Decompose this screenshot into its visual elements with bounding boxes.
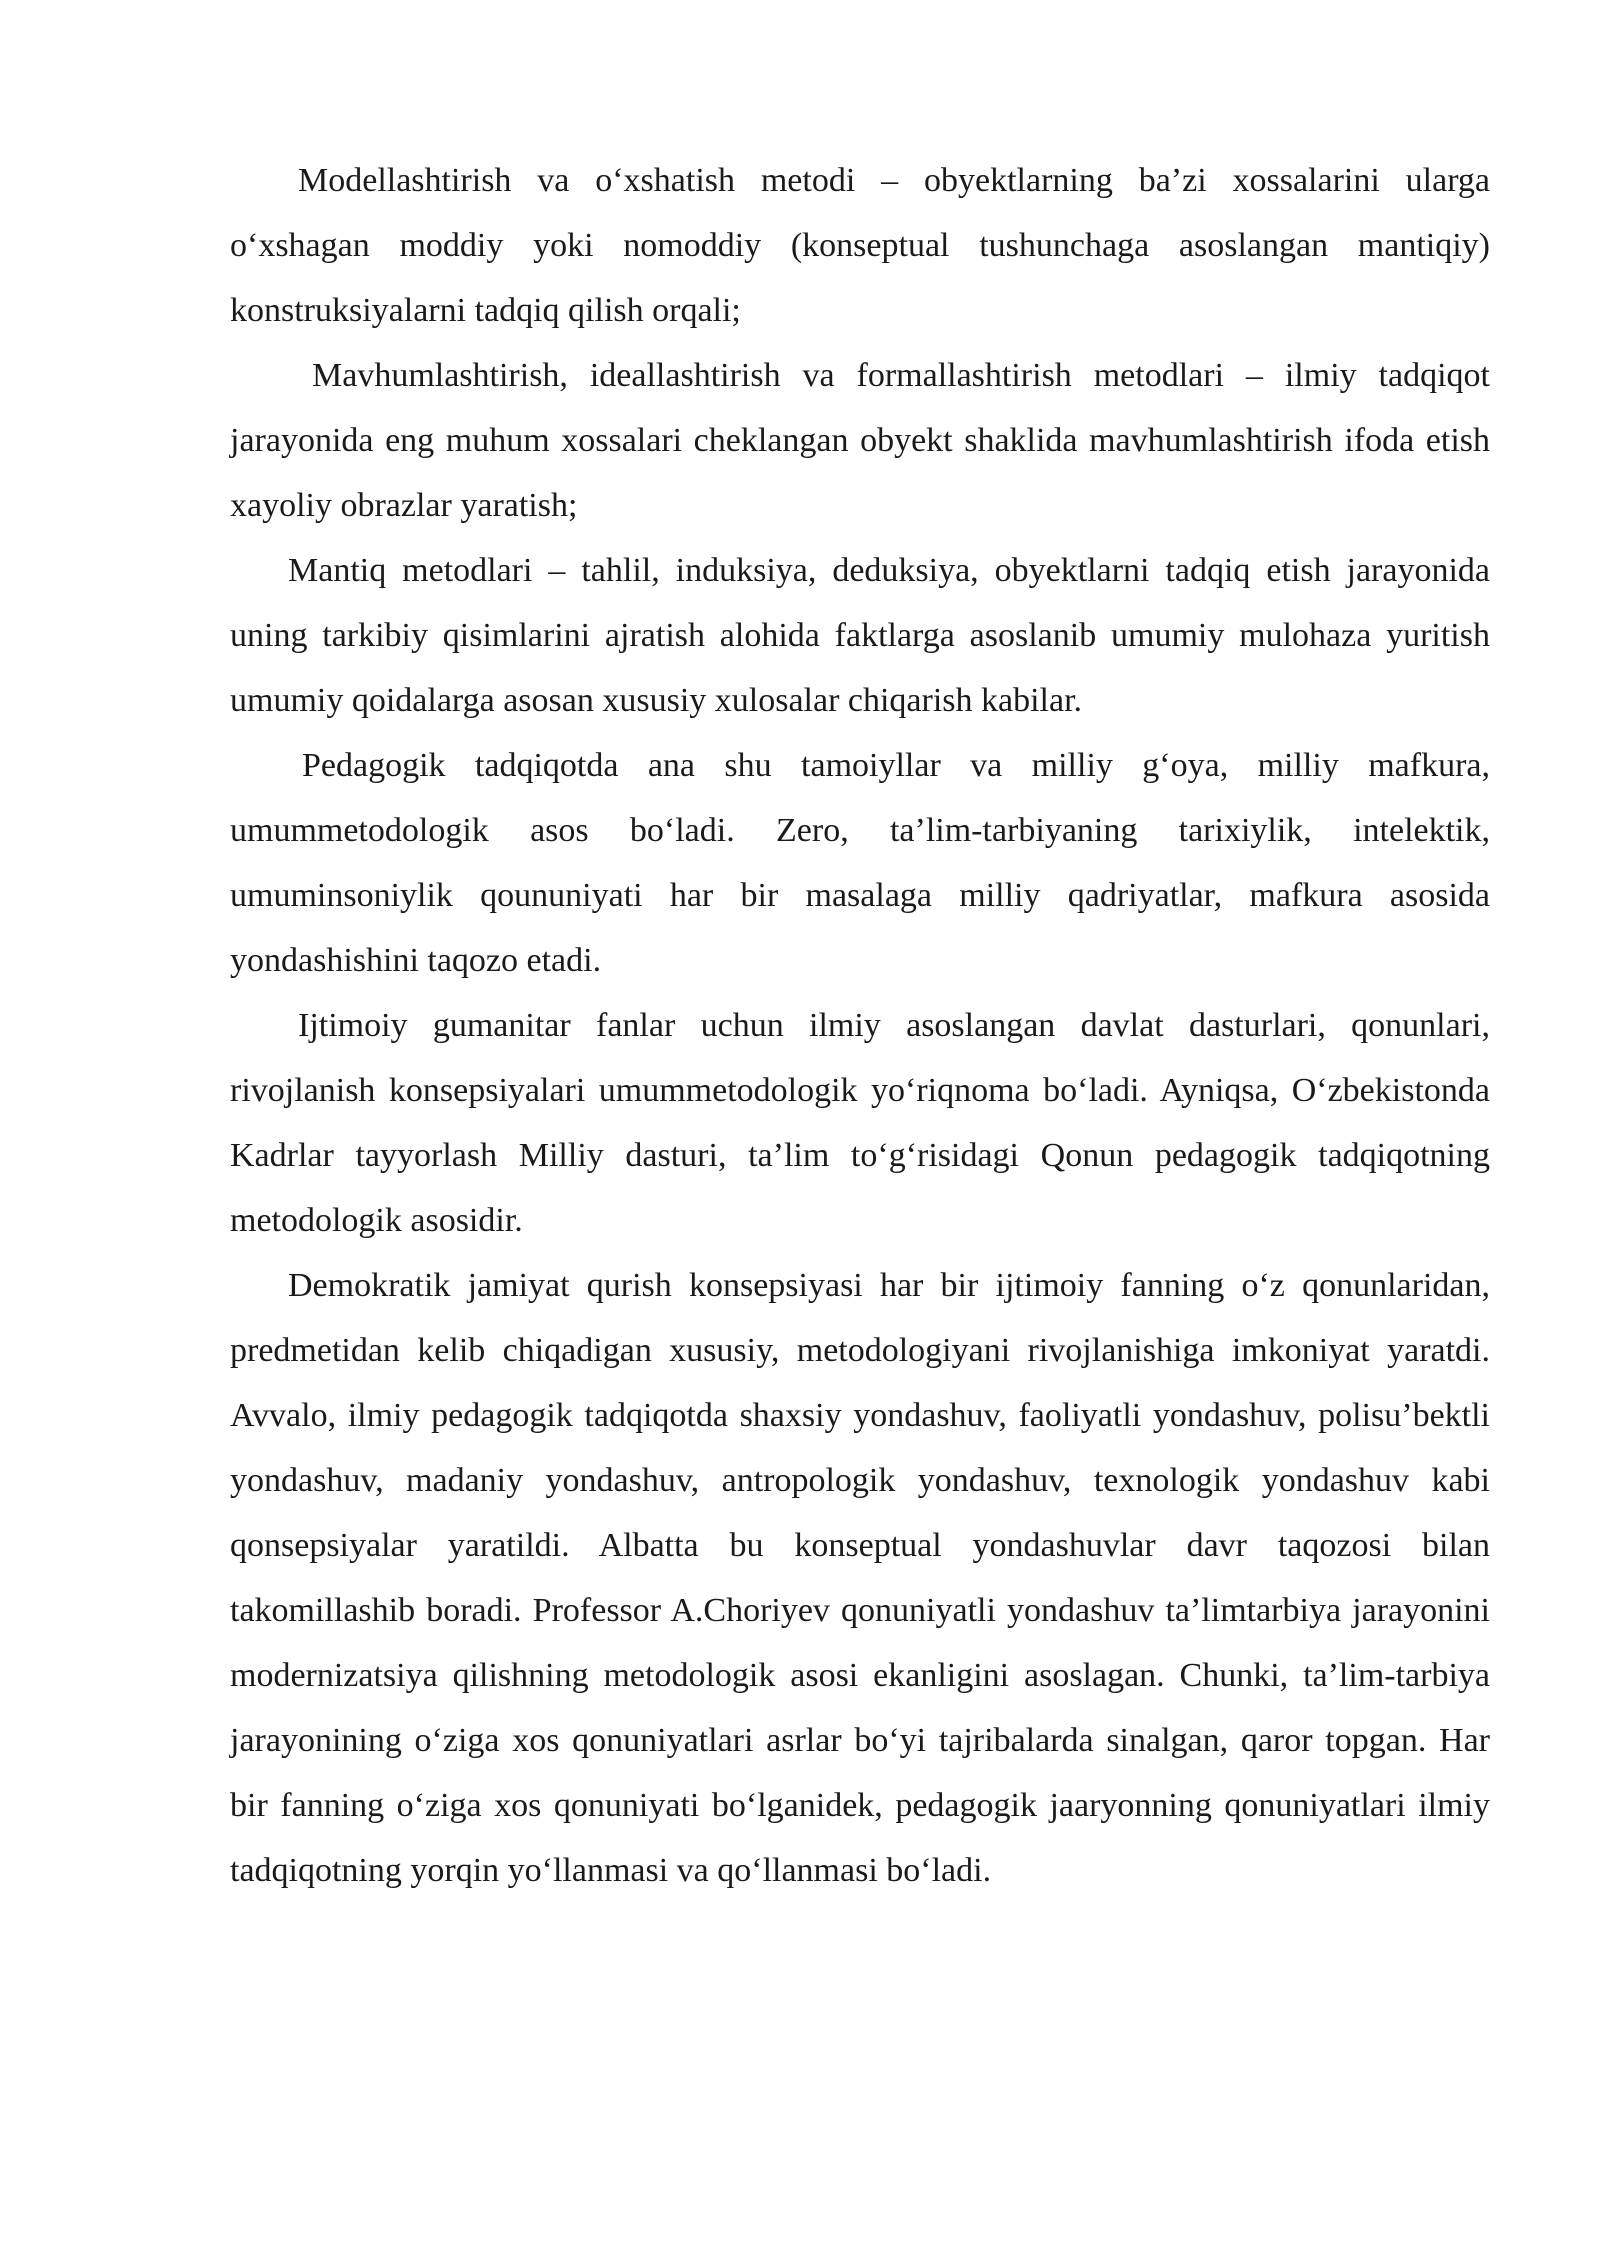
paragraph-democratic-society: Demokratik jamiyat qurish konsepsiyasi har bir ijtimoiy fanning o‘z qonunlaridan, predmetidan kelib chiqadigan xususiy, metodologiyani rivojlanishiga imkoniyat yaratdi. Avvalo, ilmiy pedagogik tadqiqotda shaxsiy yondashuv, faoliyatli yondashuv, polisu’bektli yondashuv, madaniy yondashuv, antropologik yondashuv, texnologik yondashuv kabi qonsepsiyalar yaratildi. Albatta bu konseptual yondashuvlar davr taqozosi bilan takomillashib boradi. Professor A.Choriyev qonuniyatli yondashuv ta’limtarbiya jarayonini modernizatsiya qilishning metodologik asosi ekanligini asoslagan. Chunki, ta’lim-tarbiya jarayonining o‘ziga xos qonuniyatlari asrlar bo‘yi tajribalarda sinalgan, qaror topgan. Har bir fanning o‘ziga xos qonuniyati bo‘lganidek, pedagogik jaaryonning qonuniyatlari ilmiy tadqiqotning yorqin yo‘llanmasi va qo‘llanmasi bo‘ladi. [230,1267,1490,1889]
paragraph-modelling-method: Modellashtirish va o‘xshatish metodi – obyektlarning ba’zi xossalarini ularga o‘xshagan moddiy yoki nomoddiy (konseptual tushunchaga asoslangan mantiqiy) konstruksiyalarni tadqiq qilish orqali; [230,162,1490,329]
paragraph-pedagogical-research: Pedagogik tadqiqotda ana shu tamoiyllar va milliy g‘oya, milliy mafkura, umummetodologik asos bo‘ladi. Zero, ta’lim-tarbiyaning tarixiylik, intelektik, umuminsoniylik qoununiyati har bir masalaga milliy qadriyatlar, mafkura asosida yondashishini taqozo etadi. [230,747,1490,979]
paragraph-logic-methods: Mantiq metodlari – tahlil, induksiya, deduksiya, obyektlarni tadqiq etish jarayonida uning tarkibiy qisimlarini ajratish alohida faktlarga asoslanib umumiy mulohaza yuritish umumiy qoidalarga asosan xususiy xulosalar chiqarish kabilar. [230,552,1490,719]
paragraph-social-sciences: Ijtimoiy gumanitar fanlar uchun ilmiy asoslangan davlat dasturlari, qonunlari, rivojlanish konsepsiyalari umummetodologik yo‘riqnoma bo‘ladi. Ayniqsa, O‘zbekistonda Kadrlar tayyorlash Milliy dasturi, ta’lim to‘g‘risidagi Qonun pedagogik tadqiqotning metodologik asosidir. [230,1007,1490,1239]
paragraph-abstraction-methods: Mavhumlashtirish, ideallashtirish va formallashtirish metodlari – ilmiy tadqiqot jarayonida eng muhum xossalari cheklangan obyekt shaklida mavhumlashtirish ifoda etish xayoliy obrazlar yaratish; [230,357,1490,524]
document-page [230,148,1490,1903]
